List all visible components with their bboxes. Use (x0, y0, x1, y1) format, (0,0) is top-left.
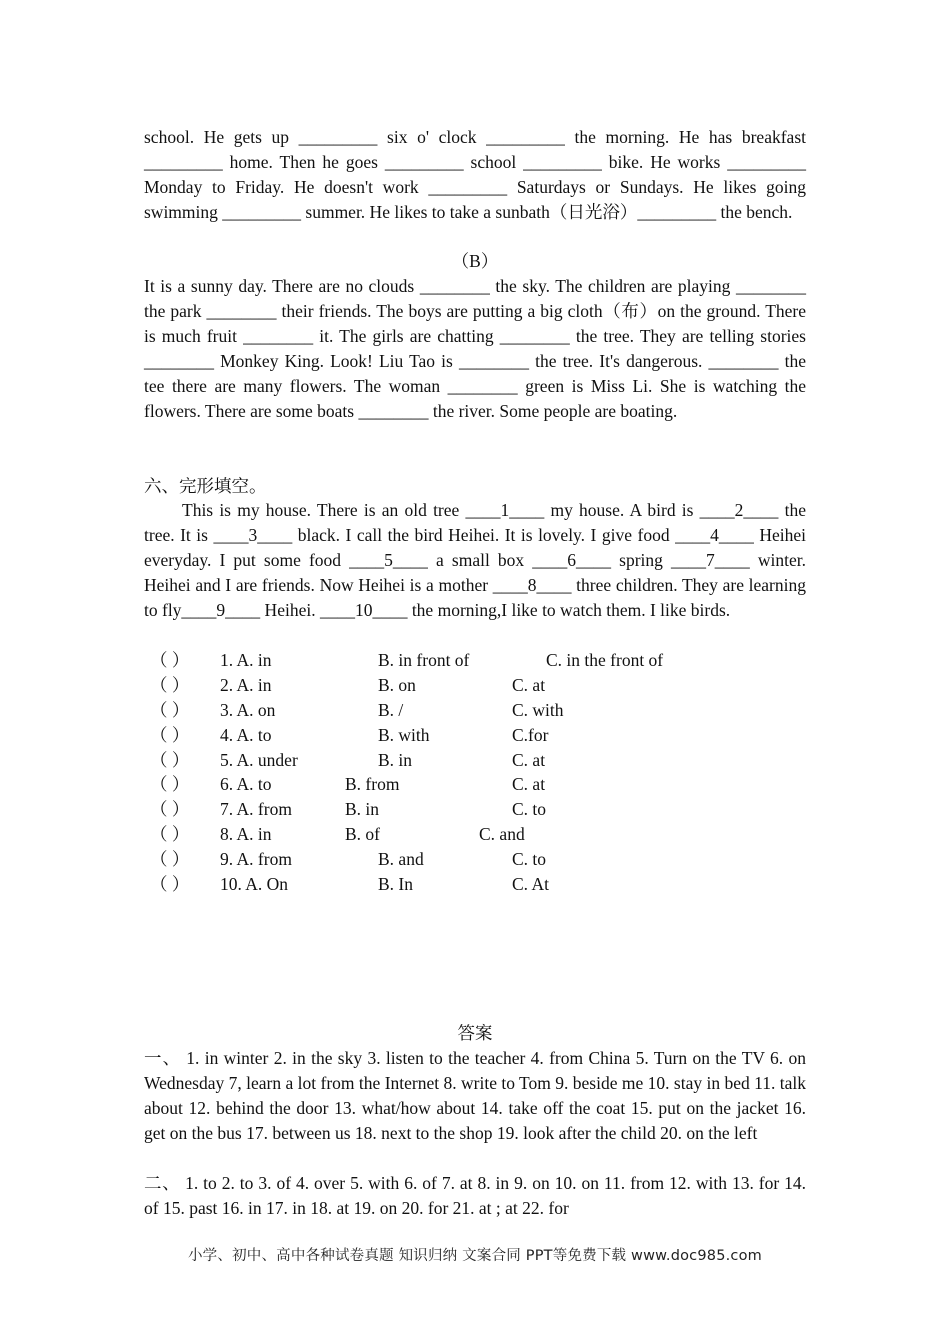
option-b: B. with (378, 724, 430, 745)
option-b: B. / (378, 699, 404, 720)
question-row (150, 797, 790, 822)
section5-label-b: （B） (451, 251, 499, 271)
answers-part2-block (144, 1171, 806, 1221)
option-a: 5. A. under (220, 749, 298, 770)
answer-paren: （ ） (150, 874, 190, 895)
question-row (150, 822, 790, 847)
section5-passage-b-block (144, 274, 806, 424)
question-list (150, 648, 790, 897)
answers-part1: 一、 1. in winter 2. in the sky 3. listen to the teacher 4. from China 5. Turn on the TV 6. on Wednesday 7, learn a lot from the Internet 8. write to Tom 9. beside me 10. stay in bed 11. talk about 12. behind the door 13. what/how about 14. take off the coat 15. put on the jacket 16. get on the bus 17. between us 18. next to the shop 19. look after the child 20. on the left (144, 1048, 806, 1143)
option-b: B. in (345, 799, 380, 820)
question-row (150, 723, 790, 748)
option-a: 8. A. in (220, 824, 272, 845)
section6-passage-block (144, 498, 806, 623)
answer-paren: （ ） (150, 650, 190, 670)
answers-part1-block (144, 1046, 806, 1146)
option-a: 2. A. in (220, 674, 272, 695)
option-c: C. to (512, 799, 547, 820)
option-c: C. at (512, 774, 546, 795)
option-c: C. with (512, 699, 564, 720)
option-c: C. to (512, 849, 547, 870)
option-a: 1. A. in (220, 650, 272, 670)
answer-paren: （ ） (150, 724, 190, 745)
option-a: 3. A. on (220, 699, 276, 720)
section5-passage-a-block (144, 125, 806, 225)
option-c: C. at (512, 749, 546, 770)
option-b: B. of (345, 824, 380, 845)
option-a: 9. A. from (220, 849, 292, 870)
option-b: B. and (378, 849, 424, 870)
answers-heading-block (144, 1021, 806, 1046)
option-a: 7. A. from (220, 799, 292, 820)
section6-passage: This is my house. There is an old tree ____1____ my house. A bird is ____2____ the tree. It is ____3____ black. I call the bird Heihei. It is lovely. I give food ____4____ Heihei everyday. I put some food ____5____ a small box ____6____ spring ____7____ winter. Heihei and I are friends. Now Heihei is a mother ____8____ three children. They are learning to fly____9____ Heihei. ____10____ the morning,I like to watch them. I like birds. (144, 500, 806, 620)
question-row (150, 748, 790, 773)
section6-heading: 六、完形填空。 (144, 476, 267, 496)
question-row (150, 673, 790, 698)
option-a: 10. A. On (220, 874, 289, 895)
answer-paren: （ ） (150, 674, 190, 695)
answer-paren: （ ） (150, 799, 190, 820)
option-c: C. At (512, 874, 549, 895)
question-row (150, 872, 790, 897)
option-a: 6. A. to (220, 774, 272, 795)
section5-label-b-block (144, 249, 806, 274)
question-row (150, 648, 790, 673)
answer-paren: （ ） (150, 774, 190, 795)
question-row (150, 698, 790, 723)
option-c: C. and (479, 824, 525, 845)
section6-heading-block (144, 474, 806, 499)
option-b: B. in front of (378, 650, 470, 670)
option-b: B. on (378, 674, 416, 695)
section5-passage-a: school. He gets up _________ six o' clock _________ the morning. He has breakfast _________ home. Then he goes _________ school _________ bike. He works _________ Monday to Friday. He doesn't work _________ Saturdays or Sundays. He likes going swimming _________ summer. He likes to take a sunbath（日光浴）_________ the bench. (144, 127, 806, 222)
page-footer: 小学、初中、高中各种试卷真题 知识归纳 文案合同 PPT等免费下载 www.doc985.com (187, 1248, 763, 1264)
answer-paren: （ ） (150, 849, 190, 870)
answers-part2: 二、 1. to 2. to 3. of 4. over 5. with 6. of 7. at 8. in 9. on 10. on 11. from 12. with 13. for 14. of 15. past 16. in 17. in 18. at 19. on 20. for 21. at ; at 22. for (144, 1173, 806, 1218)
answer-paren: （ ） (150, 824, 190, 845)
section5-passage-b: It is a sunny day. There are no clouds ________ the sky. The children are playing ________ the park ________ their friends. The boys are putting a big cloth（布）on the ground. There is much fruit ________ it. The girls are chatting ________ the tree. They are telling stories ________ Monkey King. Look! Liu Tao is ________ the tree. It's dangerous. ________ the tee there are many flowers. The woman ________ green is Miss Li. She is watching the flowers. There are some boats ________ the river. Some people are boating. (144, 276, 806, 421)
option-b: B. from (345, 774, 400, 795)
answers-heading: 答案 (457, 1023, 493, 1043)
option-c: C.for (512, 724, 549, 745)
option-c: C. at (512, 674, 546, 695)
option-a: 4. A. to (220, 724, 272, 745)
option-b: B. in (378, 749, 413, 770)
option-c: C. in the front of (546, 650, 664, 670)
answer-paren: （ ） (150, 699, 190, 720)
option-b: B. In (378, 874, 413, 895)
answer-paren: （ ） (150, 749, 190, 770)
question-row (150, 772, 790, 797)
question-row (150, 847, 790, 872)
